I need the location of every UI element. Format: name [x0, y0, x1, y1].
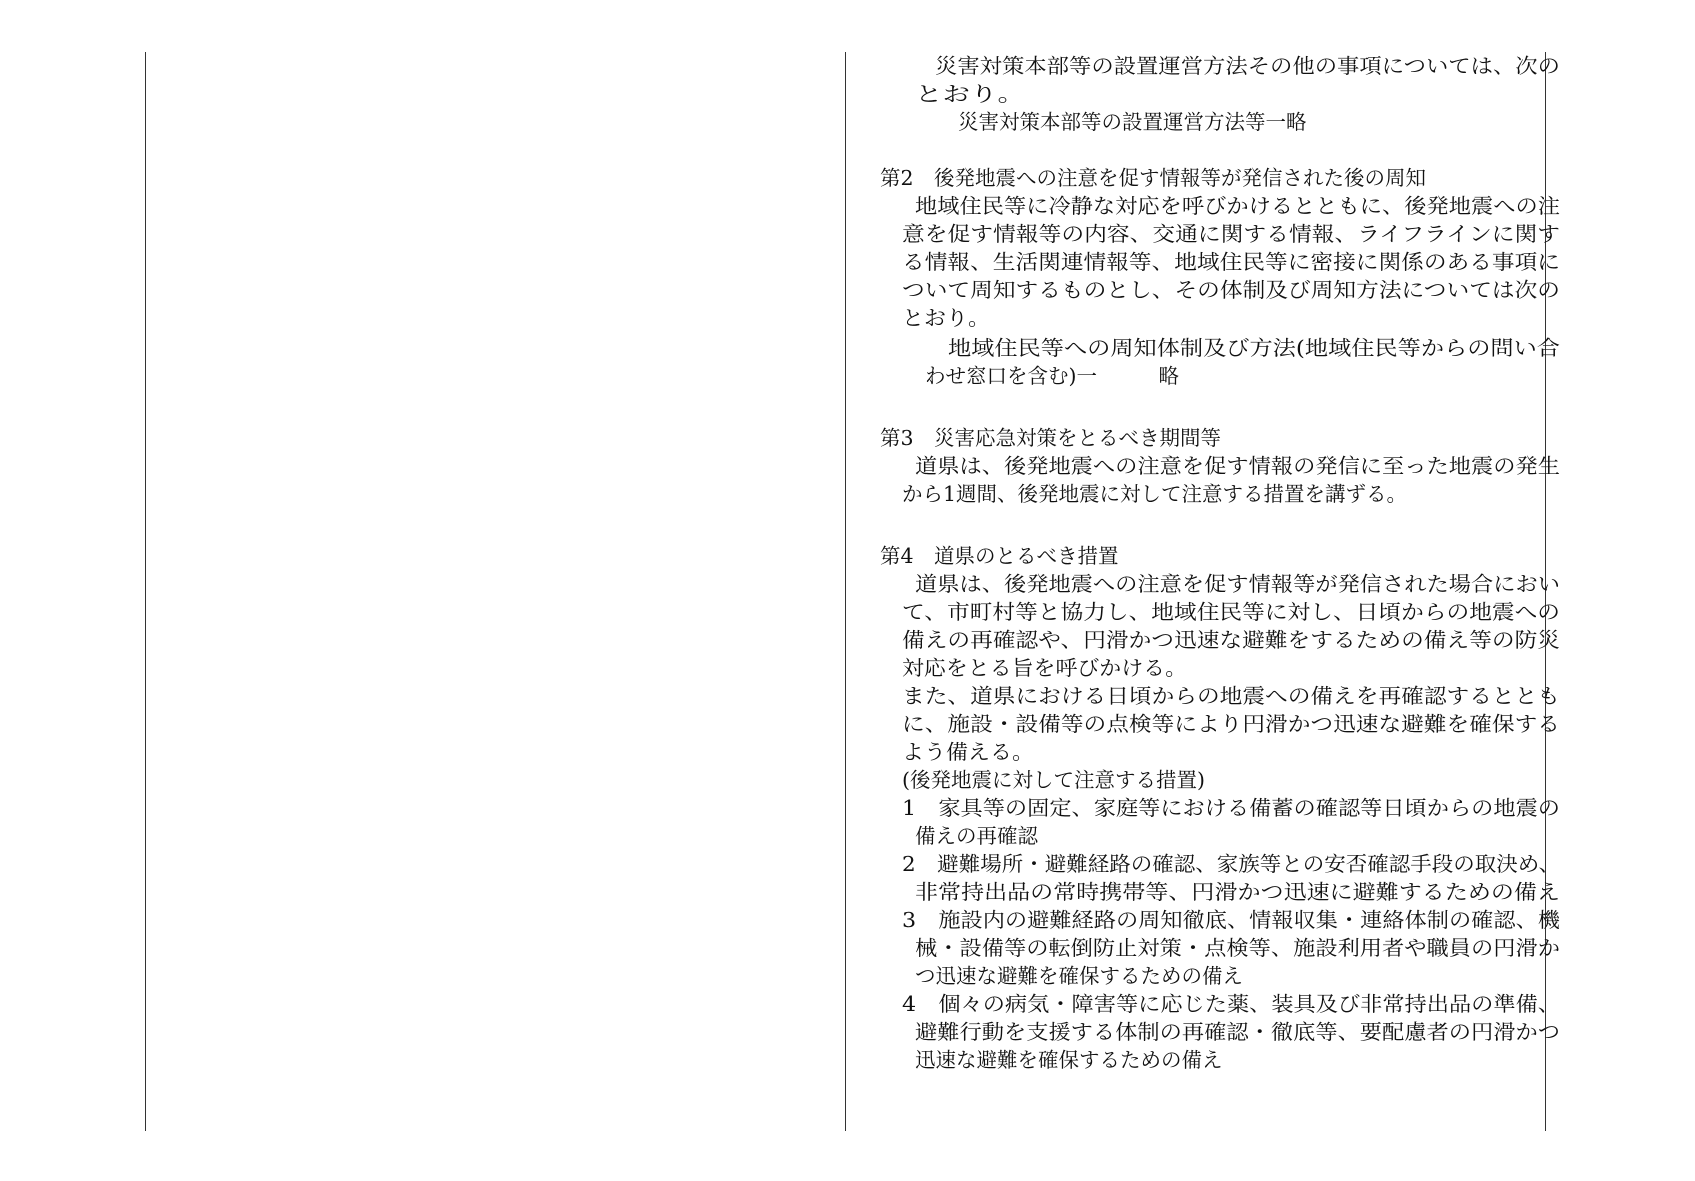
left-border-line	[145, 52, 146, 1131]
section-4-body-line: また、道県における日頃からの地震への備えを再確認するととも	[902, 684, 1560, 708]
section-4-list-item: 械・設備等の転倒防止対策・点検等、施設利用者や職員の円滑か	[915, 936, 1560, 960]
section-4-body-line: に、施設・設備等の点検等により円滑かつ迅速な避難を確保する	[902, 712, 1560, 736]
intro-line: とおり。	[915, 82, 1026, 106]
section-2-body-line: 地域住民等に冷静な対応を呼びかけるとともに、後発地震への注	[915, 194, 1560, 218]
section-4-list-item: 備えの再確認	[915, 824, 1038, 848]
section-4-body-line: 道県は、後発地震への注意を促す情報等が発信された場合におい	[915, 572, 1560, 596]
section-4-list-item: 3 施設内の避難経路の周知徹底、情報収集・連絡体制の確認、機	[902, 908, 1560, 932]
center-border-line	[845, 52, 846, 1131]
section-4-body-line: よう備える。	[902, 740, 1035, 764]
section-2-body-line: 意を促す情報等の内容、交通に関する情報、ライフラインに関す	[902, 222, 1561, 246]
section-4-subheading: (後発地震に対して注意する措置)	[902, 768, 1205, 792]
intro-item: 災害対策本部等の設置運営方法等一略	[958, 110, 1307, 134]
section-4-list-item: 迅速な避難を確保するための備え	[915, 1048, 1223, 1072]
section-3-heading: 第3 災害応急対策をとるべき期間等	[880, 426, 1222, 450]
section-4-body-line: 備えの再確認や、円滑かつ迅速な避難をするための備え等の防災	[902, 628, 1561, 652]
section-2-item-line: わせ窓口を含む)一 略	[925, 364, 1179, 388]
section-2-body-line: る情報、生活関連情報等、地域住民等に密接に関係のある事項に	[902, 250, 1560, 274]
section-4-heading: 第4 道県のとるべき措置	[880, 544, 1119, 568]
section-2-body-line: とおり。	[902, 306, 991, 330]
section-3-body-line: から1週間、後発地震に対して注意する措置を講ずる。	[902, 482, 1408, 506]
section-2-item-line: 地域住民等への周知体制及び方法(地域住民等からの問い合	[948, 336, 1560, 360]
section-2-body-line: ついて周知するものとし、その体制及び周知方法については次の	[902, 278, 1561, 302]
section-2-heading: 第2 後発地震への注意を促す情報等が発信された後の周知	[880, 166, 1427, 190]
section-4-list-item: 非常持出品の常時携帯等、円滑かつ迅速に避難するための備え	[915, 880, 1561, 904]
section-4-list-item: 4 個々の病気・障害等に応じた薬、装具及び非常持出品の準備、	[902, 992, 1560, 1016]
section-4-body-line: 対応をとる旨を呼びかける。	[902, 656, 1187, 680]
section-4-list-item: 2 避難場所・避難経路の確認、家族等との安否確認手段の取決め、	[902, 852, 1560, 876]
intro-line: 災害対策本部等の設置運営方法その他の事項については、次の	[935, 54, 1560, 78]
section-4-list-item: つ迅速な避難を確保するための備え	[915, 964, 1243, 988]
section-4-list-item: 避難行動を支援する体制の再確認・徹底等、要配慮者の円滑かつ	[915, 1020, 1560, 1044]
section-4-list-item: 1 家具等の固定、家庭等における備蓄の確認等日頃からの地震の	[902, 796, 1560, 820]
section-4-body-line: て、市町村等と協力し、地域住民等に対し、日頃からの地震への	[902, 600, 1561, 624]
section-3-body-line: 道県は、後発地震への注意を促す情報の発信に至った地震の発生	[915, 454, 1560, 478]
